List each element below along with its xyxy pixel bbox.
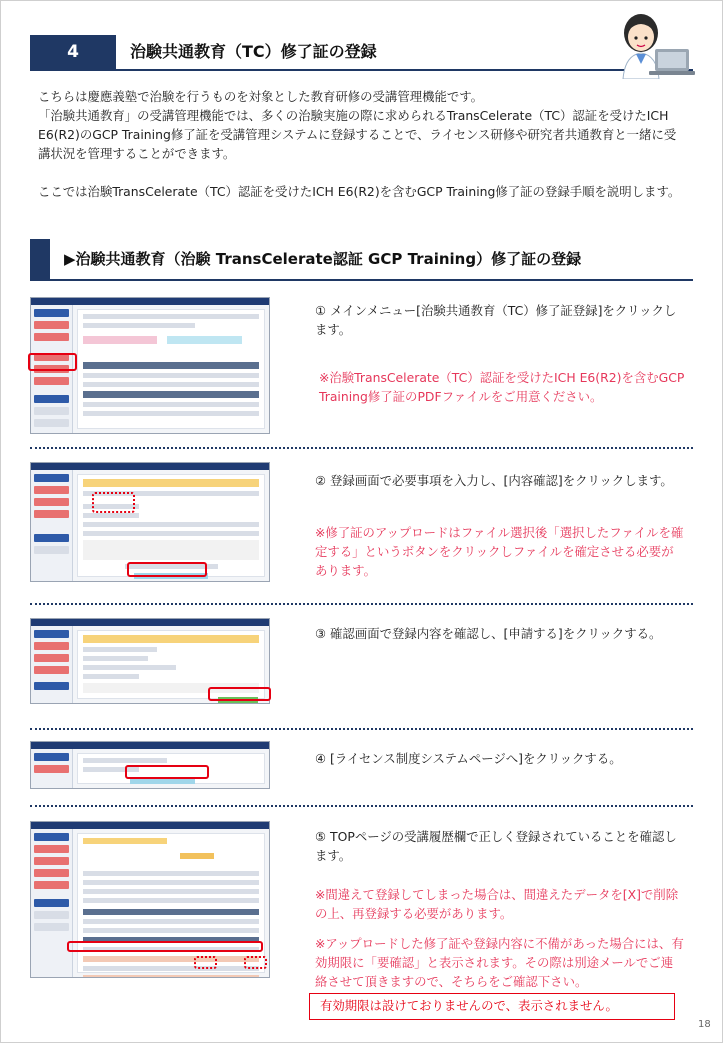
section-title: ▶治験共通教育（治験 TransCelerate認証 GCP Training）修了証の登録 bbox=[64, 250, 582, 268]
intro-paragraph-1: こちらは慶應義塾で治験を行うものを対象とした教育研修の受講管理機能です。 「治験共通教育」の受講管理機能では、多くの治験実施の際に求められるTransCelerate（TC）認証を受けたICH E6(R2)のGCP Training修了証を受講管理システムに登録することで、ライセンス研修や研究者共通教育と一緒に受講状況を管理することができます。 bbox=[38, 89, 677, 161]
intro-paragraph-2: ここでは治験TransCelerate（TC）認証を受けたICH E6(R2)を含むGCP Training修了証の登録手順を説明します。 bbox=[38, 184, 681, 199]
step5-highlight-delete bbox=[244, 956, 267, 969]
step4-text: ④ [ライセンス制度システムページへ]をクリックする。 bbox=[315, 751, 622, 766]
step2-highlight-upload bbox=[92, 492, 135, 513]
separator bbox=[30, 728, 693, 730]
section-heading bbox=[30, 239, 693, 281]
step5-highlight-expiry bbox=[194, 956, 217, 969]
chapter-title: 治験共通教育（TC）修了証の登録 bbox=[130, 42, 377, 61]
step2-note: ※修了証のアップロードはファイル選択後「選択したファイルを確定する」というボタンをクリックしファイルを確定させる必要があります。 bbox=[315, 525, 684, 578]
step1-text: ① メインメニュー[治験共通教育（TC）修了証登録]をクリックします。 bbox=[315, 303, 677, 337]
step2-highlight-confirm bbox=[127, 562, 207, 577]
step5-note-2: ※アップロードした修了証や登録内容に不備があった場合には、有効期限に「要確認」と表示されます。その際は別途メールでご連絡させて頂きますので、そちらをご確認下さい。 bbox=[315, 936, 684, 989]
step3-highlight-submit bbox=[208, 687, 271, 701]
separator bbox=[30, 447, 693, 449]
step1-note: ※治験TransCelerate（TC）認証を受けたICH E6(R2)を含むGCP Training修了証のPDFファイルをご用意ください。 bbox=[319, 370, 685, 404]
expiry-notice-box: 有効期限は設けておりませんので、表示されません。 bbox=[309, 993, 675, 1020]
step5-highlight-history-row bbox=[67, 941, 263, 952]
chapter-header bbox=[30, 35, 693, 71]
chapter-number: 4 bbox=[30, 35, 116, 69]
separator bbox=[30, 805, 693, 807]
step1-highlight-menu bbox=[28, 353, 77, 371]
page-number: 18 bbox=[698, 1019, 711, 1030]
separator bbox=[30, 603, 693, 605]
intro-text bbox=[38, 87, 688, 201]
step5-screenshot bbox=[30, 821, 270, 978]
step2-text: ② 登録画面で必要事項を入力し、[内容確認]をクリックします。 bbox=[315, 473, 673, 488]
step4-highlight-license-button bbox=[125, 765, 209, 779]
section-accent-bar bbox=[30, 239, 50, 279]
step5-note-1: ※間違えて登録してしまった場合は、間違えたデータを[X]で削除の上、再登録する必要があります。 bbox=[315, 887, 679, 921]
staff-illustration bbox=[601, 9, 697, 79]
step5-text: ⑤ TOPページの受講履歴欄で正しく登録されていることを確認します。 bbox=[315, 829, 677, 863]
step3-text: ③ 確認画面で登録内容を確認し、[申請する]をクリックする。 bbox=[315, 626, 662, 641]
